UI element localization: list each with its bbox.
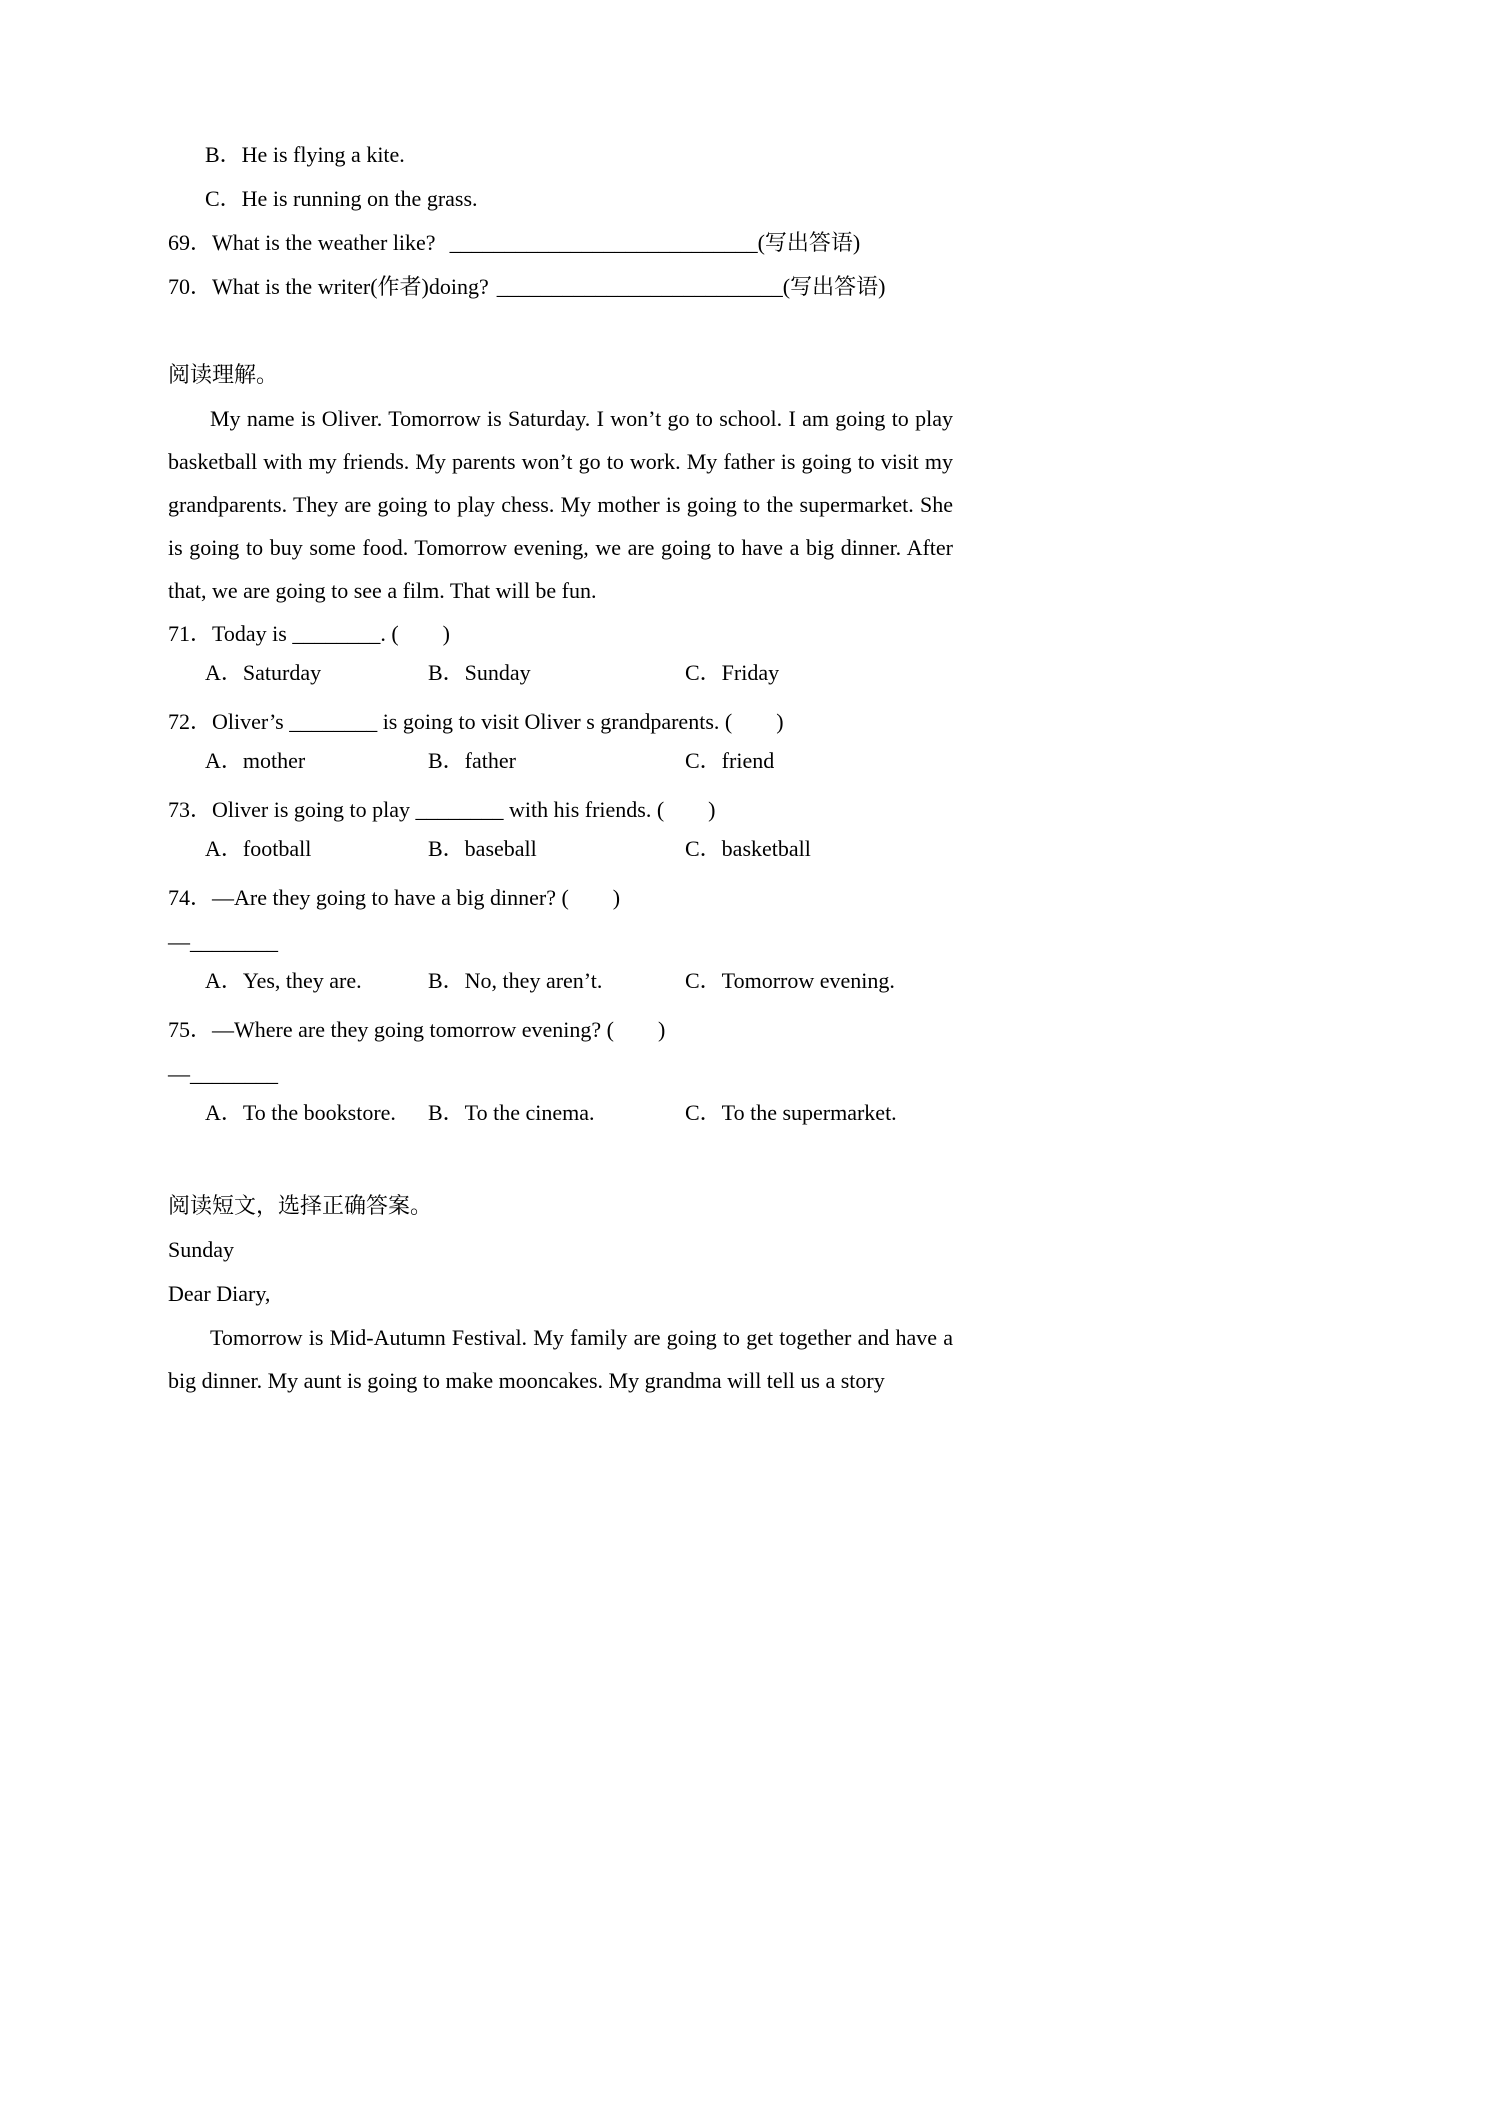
question-70 <box>168 265 953 309</box>
question-75-option-c: C．To the supermarket. <box>685 1100 897 1125</box>
reading1-section-heading: 阅读理解。 <box>168 362 279 387</box>
answer-option-b-line: B．He is flying a kite. <box>205 142 405 167</box>
question-72-option-b: B．father <box>428 748 516 773</box>
question-72-options <box>168 744 953 788</box>
question-69-answer-blank: ____________________________ <box>449 230 758 255</box>
question-70-note: (写出答语) <box>782 274 886 299</box>
question-74-answer-blank: —________ <box>168 929 278 954</box>
reading2-section-heading: 阅读短文，选择正确答案。 <box>168 1193 433 1218</box>
question-74-option-b: B．No, they aren’t. <box>428 968 603 993</box>
question-71-options <box>168 656 953 700</box>
reading2-salutation: Dear Diary, <box>168 1281 271 1306</box>
question-73-option-a: A．football <box>205 836 312 861</box>
page-content <box>168 133 953 1402</box>
question-71-option-c: C．Friday <box>685 660 780 685</box>
question-73-options <box>168 832 953 876</box>
question-72-option-a: A．mother <box>205 748 306 773</box>
question-75-stem: 75．—Where are they going tomorrow evening? ( ) <box>168 1017 666 1042</box>
question-73-option-c: C．basketball <box>685 836 811 861</box>
question-74-option-a: A．Yes, they are. <box>205 968 362 993</box>
reading2-date-line: Sunday <box>168 1237 234 1262</box>
question-70-text: 70．What is the writer(作者)doing? <box>168 274 489 299</box>
answer-option-c-line: C．He is running on the grass. <box>205 186 478 211</box>
question-71-option-b: B．Sunday <box>428 660 531 685</box>
question-69 <box>168 221 953 265</box>
question-74-stem: 74．—Are they going to have a big dinner? ( ) <box>168 885 621 910</box>
question-72-stem: 72．Oliver’s ________ is going to visit Oliver s grandparents. ( ) <box>168 709 784 734</box>
question-73-option-b: B．baseball <box>428 836 537 861</box>
reading2-passage: Tomorrow is Mid-Autumn Festival. My family are going to get together and have a big dinner. My aunt is going to make mooncakes. My grandma will tell us a story <box>168 1325 953 1393</box>
question-74-option-c: C．Tomorrow evening. <box>685 968 895 993</box>
question-69-note: (写出答语) <box>757 230 861 255</box>
question-71-option-a: A．Saturday <box>205 660 322 685</box>
question-70-answer-blank: __________________________ <box>496 274 783 299</box>
question-74-options <box>168 964 953 1008</box>
reading1-passage: My name is Oliver. Tomorrow is Saturday. I won’t go to school. I am going to play basketball with my friends. My parents won’t go to work. My father is going to visit my grandparents. They are going to play chess. My mother is going to the supermarket. She is going to buy some food. Tomorrow evening, we are going to have a big dinner. After that, we are going to see a film. That will be fun. <box>168 406 953 603</box>
question-72-option-c: C．friend <box>685 748 775 773</box>
question-75-options <box>168 1096 953 1140</box>
question-75-option-a: A．To the bookstore. <box>205 1100 396 1125</box>
question-69-text: 69．What is the weather like? <box>168 230 436 255</box>
question-75-answer-blank: —________ <box>168 1061 278 1086</box>
question-75-option-b: B．To the cinema. <box>428 1100 595 1125</box>
question-71-stem: 71．Today is ________. ( ) <box>168 621 450 646</box>
question-73-stem: 73．Oliver is going to play ________ with his friends. ( ) <box>168 797 716 822</box>
